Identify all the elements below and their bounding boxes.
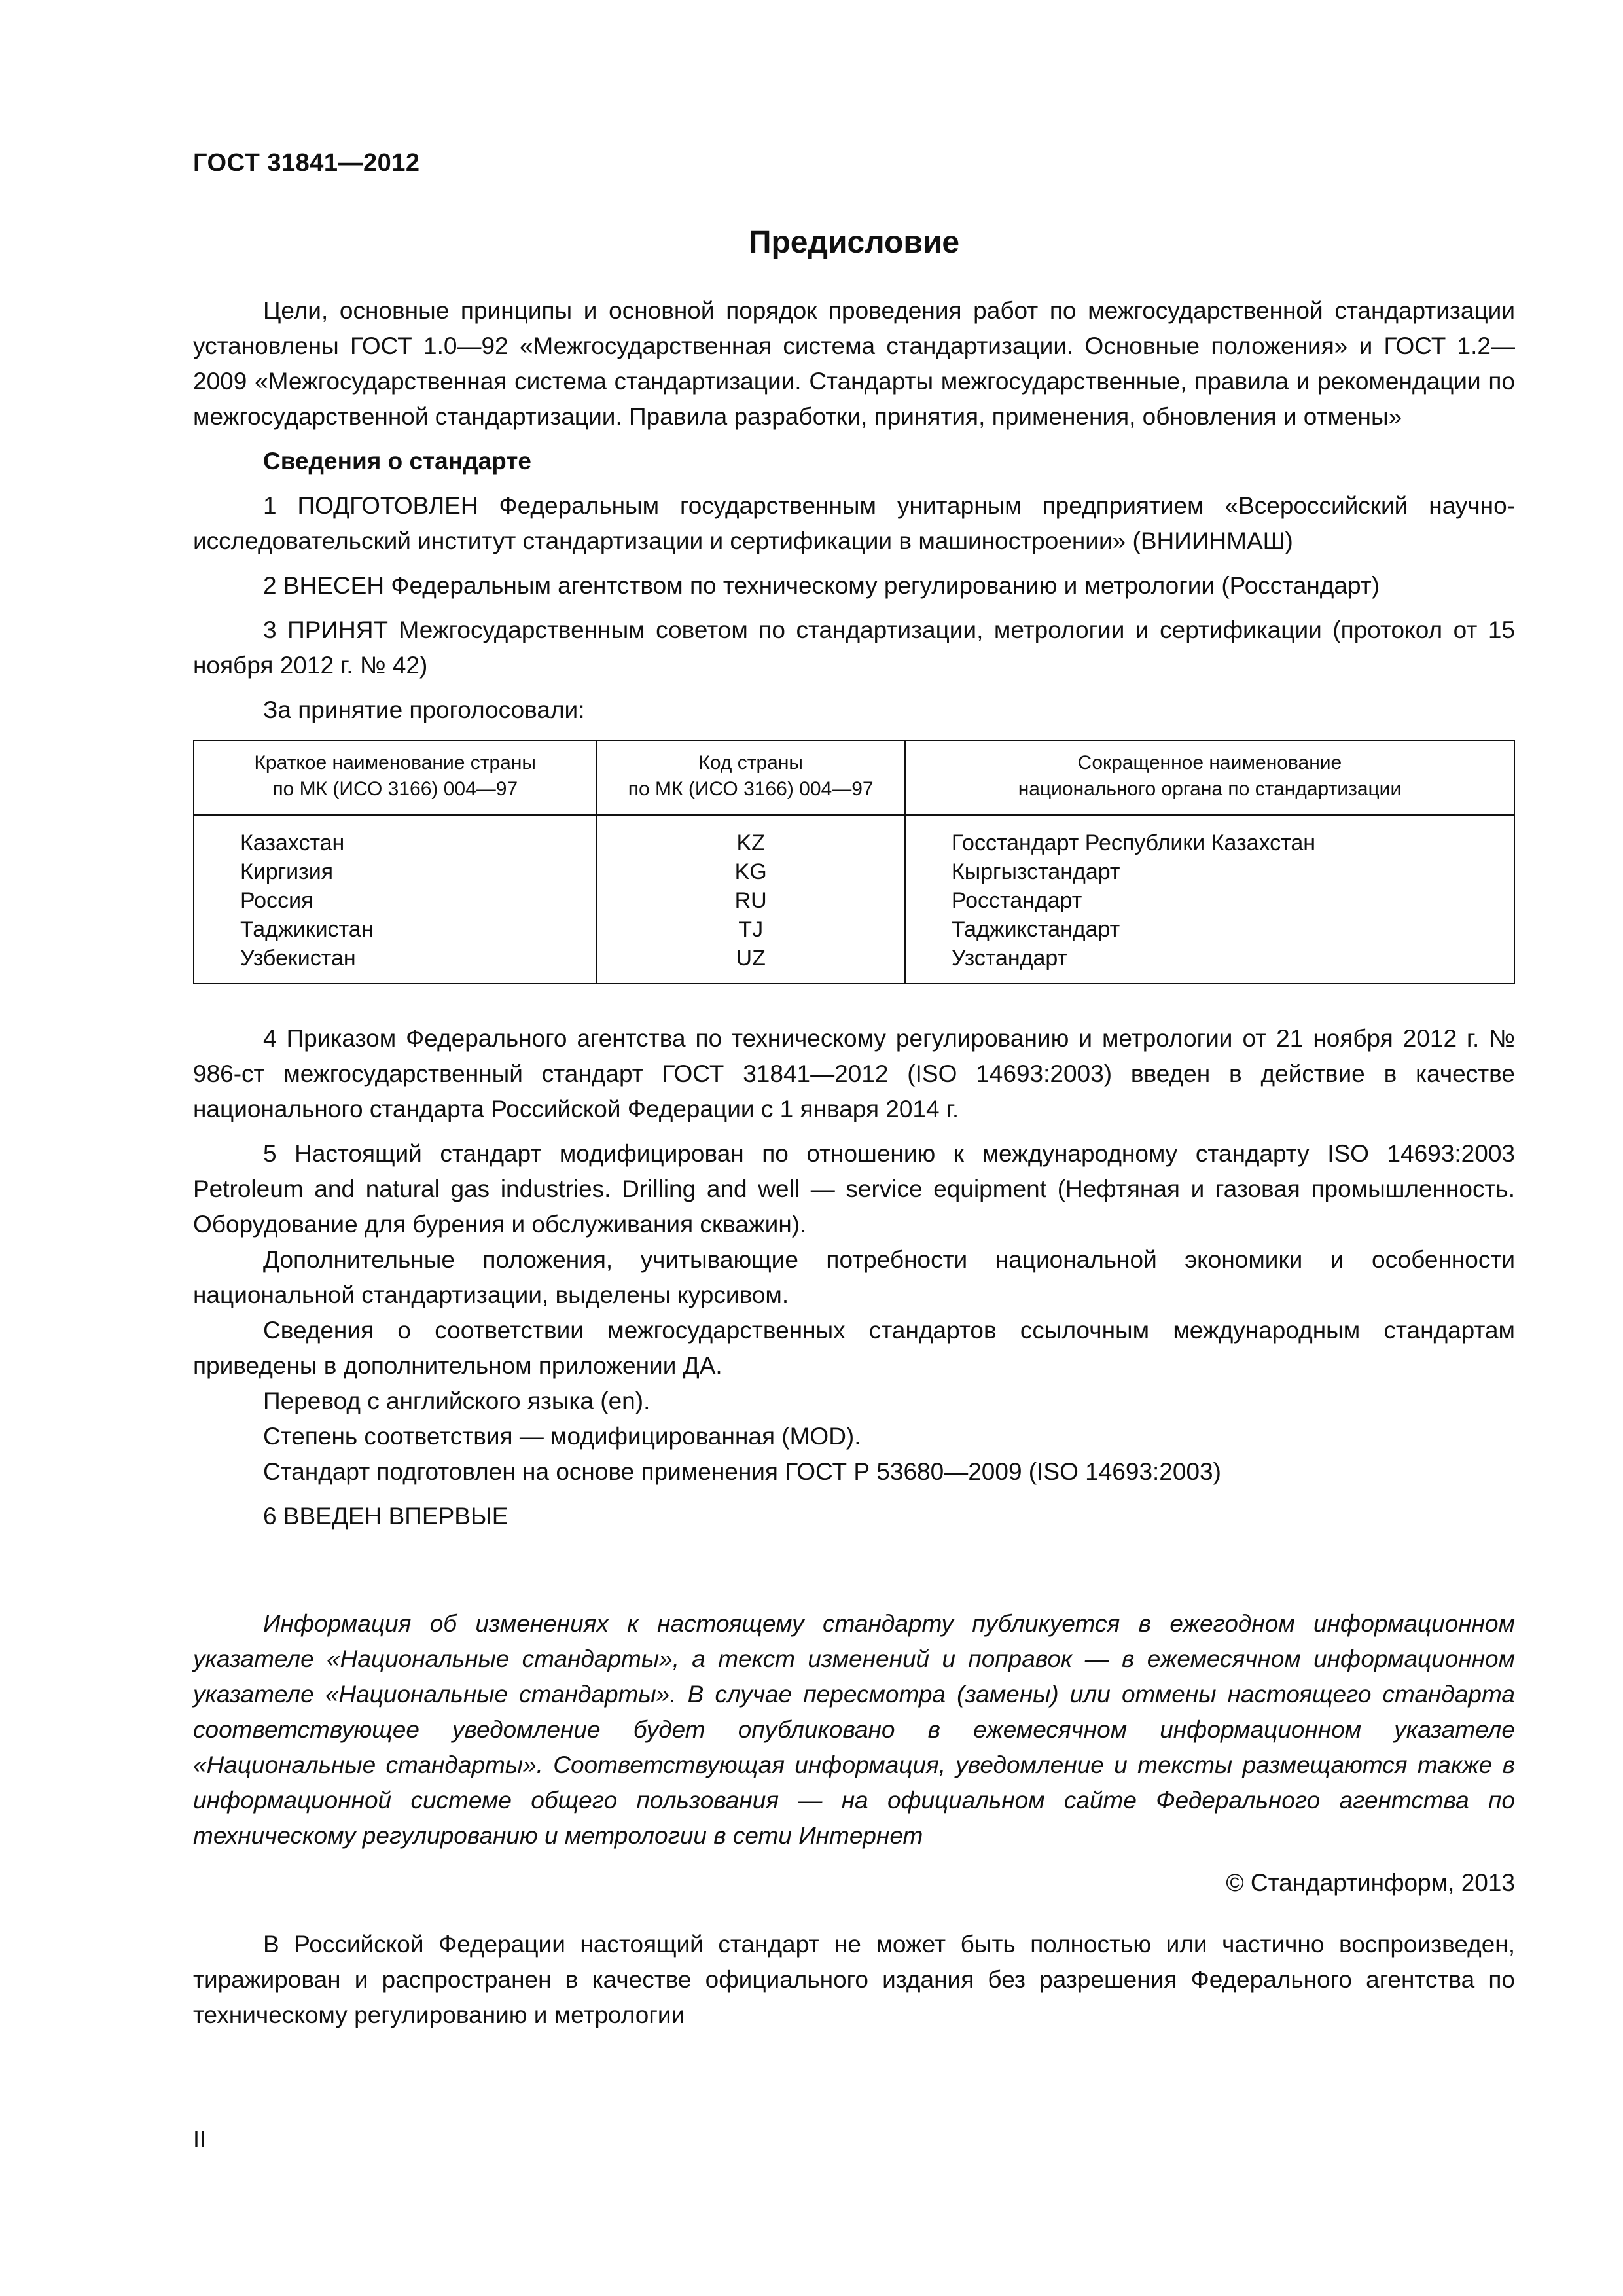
code-cell: TJ xyxy=(596,915,904,944)
item-4: 4 Приказом Федерального агентства по техническому регулированию и метрологии от 21 ноября 2012 г. № 986-ст межгосударственный стандарт ГОСТ 31841—2012 (ISO 14693:2003) введен в действие в качестве национального стандарта Российской Федерации с 1 января 2014 г. xyxy=(193,1025,1515,1122)
item-5-extra: Степень соответствия — модифицированная (MOD). xyxy=(263,1423,861,1450)
table-header-body: Сокращенное наименование национального органа по стандартизации xyxy=(905,740,1514,815)
voting-table xyxy=(193,740,1515,984)
voting-table-wrapper xyxy=(193,740,1515,984)
table-row xyxy=(194,857,1514,886)
voted-label: За принятие проголосовали: xyxy=(263,696,585,723)
table-header-row xyxy=(194,740,1514,815)
intro-paragraph: Цели, основные принципы и основной порядок проведения работ по межгосударственной стандартизации установлены ГОСТ 1.0—92 «Межгосударственная система стандартизации. Основные положения» и ГОСТ 1.2—2009 «Межгосударственная система стандартизации. Стандарты межгосударственные, правила и рекомендации по межгосударственной стандартизации. Правила разработки, принятия, применения, обновления и отмены» xyxy=(193,297,1515,430)
document-page xyxy=(193,0,1515,2296)
item-5-extra: Дополнительные положения, учитывающие потребности национальной экономики и особенности национальной стандартизации, выделены курсивом. xyxy=(193,1246,1515,1308)
notice-paragraph: Информация об изменениях к настоящему стандарту публикуется в ежегодном информационном указателе «Национальные стандарты», а текст изменений и поправок — в ежемесячном информационном указателе «Национальные стандарты». В случае пересмотра (замены) или отмены настоящего стандарта соответствующее уведомление будет опубликовано в ежемесячном информационном указателе «Национальные стандарты». Соответствующая информация, уведомление и тексты размещаются также в информационной системе общего пользования — на официальном сайте Федерального агентства по техническому регулированию и метрологии в сети Интернет xyxy=(193,1610,1515,1849)
table-header-code: Код страны по МК (ИСО 3166) 004—97 xyxy=(596,740,904,815)
code-cell: KG xyxy=(596,857,904,886)
table-header-country: Краткое наименование страны по МК (ИСО 3166) 004—97 xyxy=(194,740,596,815)
table-row xyxy=(194,886,1514,915)
page-title: Предисловие xyxy=(748,225,960,260)
country-cell: Киргизия xyxy=(194,857,596,886)
item-5-extra: Сведения о соответствии межгосударственных стандартов ссылочным международным стандартам приведены в дополнительном приложении ДА. xyxy=(193,1317,1515,1379)
table-row xyxy=(194,944,1514,984)
item-2: 2 ВНЕСЕН Федеральным агентством по техническому регулированию и метрологии (Росстандарт) xyxy=(263,572,1380,599)
code-cell: RU xyxy=(596,886,904,915)
item-1: 1 ПОДГОТОВЛЕН Федеральным государственным унитарным предприятием «Всероссийский научно-исследовательский институт стандартизации и сертификации в машиностроении» (ВНИИНМАШ) xyxy=(193,492,1515,554)
standard-code-header: ГОСТ 31841—2012 xyxy=(193,149,420,177)
item-3: 3 ПРИНЯТ Межгосударственным советом по стандартизации, метрологии и сертификации (протокол от 15 ноября 2012 г. № 42) xyxy=(193,617,1515,679)
copyright-line: © Стандартинформ, 2013 xyxy=(1226,1869,1515,1896)
item-5: 5 Настоящий стандарт модифицирован по отношению к международному стандарту ISO 14693:2003 Petroleum and natural gas industries. Drilling and well — service equipment (Нефтяная и газовая промышленность. Оборудование для бурения и обслуживания скважин). xyxy=(193,1140,1515,1238)
item-6: 6 ВВЕДЕН ВПЕРВЫЕ xyxy=(263,1503,508,1530)
item-5-extra: Стандарт подготовлен на основе применения ГОСТ Р 53680—2009 (ISO 14693:2003) xyxy=(263,1458,1221,1485)
code-cell: UZ xyxy=(596,944,904,984)
country-cell: Казахстан xyxy=(194,815,596,857)
body-cell: Таджикстандарт xyxy=(905,915,1514,944)
table-row xyxy=(194,815,1514,857)
info-heading: Сведения о стандарте xyxy=(263,448,531,475)
page-number: II xyxy=(193,2126,207,2153)
country-cell: Таджикистан xyxy=(194,915,596,944)
country-cell: Узбекистан xyxy=(194,944,596,984)
code-cell: KZ xyxy=(596,815,904,857)
body-cell: Узстандарт xyxy=(905,944,1514,984)
table-row xyxy=(194,915,1514,944)
reproduction-notice: В Российской Федерации настоящий стандарт не может быть полностью или частично воспроизведен, тиражирован и распространен в качестве официального издания без разрешения Федерального агентства по техническому регулированию и метрологии xyxy=(193,1931,1515,2028)
change-notice xyxy=(193,1606,1515,1854)
body-cell: Росстандарт xyxy=(905,886,1514,915)
body-cell: Кыргызстандарт xyxy=(905,857,1514,886)
document-body xyxy=(193,293,1515,2033)
country-cell: Россия xyxy=(194,886,596,915)
item-5-extra: Перевод с английского языка (en). xyxy=(263,1388,651,1414)
body-cell: Госстандарт Республики Казахстан xyxy=(905,815,1514,857)
